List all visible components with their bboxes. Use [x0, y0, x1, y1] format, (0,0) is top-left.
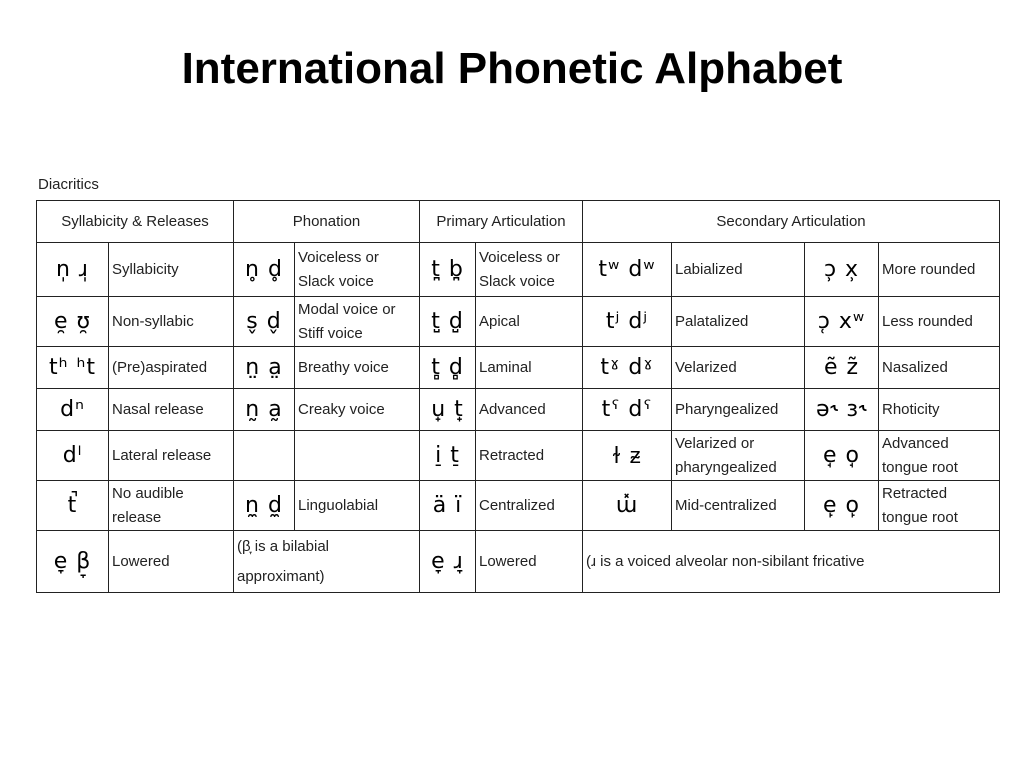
- symbol-cell: e̞ ɹ̞: [420, 531, 476, 593]
- symbol-cell: n̤ a̤: [234, 347, 295, 389]
- label-cell: More rounded: [879, 243, 1000, 297]
- label-cell: Velarized or pharyngealized: [672, 431, 805, 481]
- symbol-cell: tʲ dʲ: [583, 297, 672, 347]
- symbol-cell: n̥ d̥: [234, 243, 295, 297]
- table-caption: Diacritics: [38, 176, 99, 193]
- symbol-cell: e̙ o̙: [805, 481, 879, 531]
- label-cell: Labialized: [672, 243, 805, 297]
- note-cell: (β̞ is a bilabial approximant): [234, 531, 420, 593]
- header-primary-articulation: Primary Articulation: [420, 201, 583, 243]
- symbol-cell: [234, 431, 295, 481]
- label-cell: Linguolabial: [295, 481, 420, 531]
- symbol-cell: dˡ: [37, 431, 109, 481]
- label-cell: Lowered: [109, 531, 234, 593]
- symbol-cell: ẽ z̃: [805, 347, 879, 389]
- label-cell: Retracted tongue root: [879, 481, 1000, 531]
- symbol-cell: tˠ dˠ: [583, 347, 672, 389]
- symbol-cell: e̞ β̞: [37, 531, 109, 593]
- table-row: [37, 243, 1000, 297]
- header-secondary-articulation: Secondary Articulation: [583, 201, 1000, 243]
- symbol-cell: n̼ d̼: [234, 481, 295, 531]
- table-row: [37, 481, 1000, 531]
- label-cell: Less rounded: [879, 297, 1000, 347]
- symbol-cell: ə˞ ɜ˞: [805, 389, 879, 431]
- label-cell: (Pre)aspirated: [109, 347, 234, 389]
- symbol-cell: ɯ̽: [583, 481, 672, 531]
- label-cell: Advanced: [476, 389, 583, 431]
- label-cell: Mid-centralized: [672, 481, 805, 531]
- symbol-cell: dⁿ: [37, 389, 109, 431]
- symbol-cell: n̰ a̰: [234, 389, 295, 431]
- header-row: [37, 201, 1000, 243]
- label-cell: Breathy voice: [295, 347, 420, 389]
- note-cell: (ɹ is a voiced alveolar non-sibilant fricative: [583, 531, 1000, 593]
- label-cell: Pharyngealized: [672, 389, 805, 431]
- label-cell: Velarized: [672, 347, 805, 389]
- label-cell: Centralized: [476, 481, 583, 531]
- symbol-cell: t̚: [37, 481, 109, 531]
- table-row: [37, 297, 1000, 347]
- label-cell: Non-syllabic: [109, 297, 234, 347]
- label-cell: Apical: [476, 297, 583, 347]
- label-cell: Lateral release: [109, 431, 234, 481]
- symbol-cell: t̻ d̻: [420, 347, 476, 389]
- symbol-cell: tʷ dʷ: [583, 243, 672, 297]
- label-cell: Advanced tongue root: [879, 431, 1000, 481]
- symbol-cell: ɔ̹ x̹: [805, 243, 879, 297]
- symbol-cell: tˤ dˤ: [583, 389, 672, 431]
- label-cell: Rhoticity: [879, 389, 1000, 431]
- header-syllabicity: Syllabicity & Releases: [37, 201, 234, 243]
- label-cell: Palatalized: [672, 297, 805, 347]
- symbol-cell: s̬ d̬: [234, 297, 295, 347]
- symbol-cell: ɫ ᵶ: [583, 431, 672, 481]
- diacritics-table: [36, 200, 1000, 593]
- header-phonation: Phonation: [234, 201, 420, 243]
- symbol-cell: e̯ ʊ̯: [37, 297, 109, 347]
- label-cell: Syllabicity: [109, 243, 234, 297]
- label-cell: No audible release: [109, 481, 234, 531]
- symbol-cell: u̟ t̟: [420, 389, 476, 431]
- label-cell: Creaky voice: [295, 389, 420, 431]
- table-row: [37, 431, 1000, 481]
- label-cell: Nasalized: [879, 347, 1000, 389]
- label-cell: Retracted: [476, 431, 583, 481]
- label-cell: Modal voice or Stiff voice: [295, 297, 420, 347]
- symbol-cell: ɔ̜ xʷ: [805, 297, 879, 347]
- label-cell: Laminal: [476, 347, 583, 389]
- symbol-cell: t̪ b̪: [420, 243, 476, 297]
- symbol-cell: ä ï: [420, 481, 476, 531]
- table-row: [37, 347, 1000, 389]
- table-row: [37, 389, 1000, 431]
- symbol-cell: t̺ d̺: [420, 297, 476, 347]
- table-row: [37, 531, 1000, 593]
- page-title: International Phonetic Alphabet: [181, 44, 843, 93]
- label-cell: Voiceless or Slack voice: [295, 243, 420, 297]
- label-cell: Voiceless or Slack voice: [476, 243, 583, 297]
- symbol-cell: i̠ t̠: [420, 431, 476, 481]
- symbol-cell: e̘ o̘: [805, 431, 879, 481]
- label-cell: Lowered: [476, 531, 583, 593]
- symbol-cell: tʰ ʰt: [37, 347, 109, 389]
- symbol-cell: n̩ ɹ̩: [37, 243, 109, 297]
- label-cell: [295, 431, 420, 481]
- label-cell: Nasal release: [109, 389, 234, 431]
